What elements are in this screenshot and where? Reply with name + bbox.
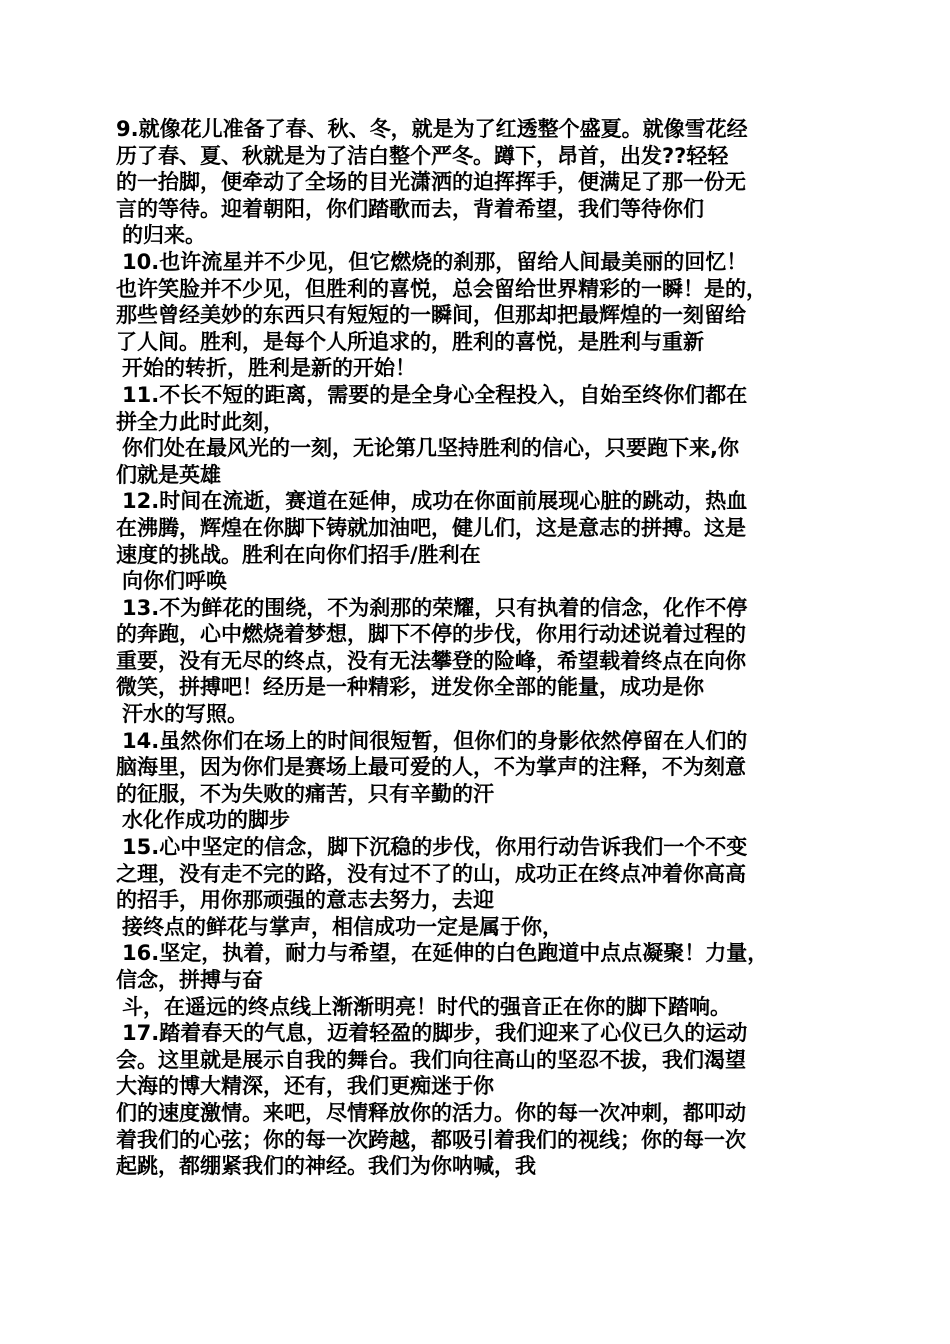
text-line: 微笑，拼搏吧！经历是一种精彩，迸发你全部的能量，成功是你 [116, 675, 704, 700]
text-line: 12.时间在流逝，赛道在延伸，成功在你面前展现心脏的跳动，热血 [122, 489, 748, 514]
text-line: 们的速度激情。来吧，尽情释放你的活力。你的每一次冲刺，都叩动 [116, 1100, 746, 1125]
text-line: 汗水的写照。 [122, 702, 248, 727]
text-line: 起跳，都绷紧我们的神经。我们为你呐喊，我 [116, 1154, 536, 1179]
text-line: 信念，拼搏与奋 [116, 968, 263, 992]
text-line: 的奔跑，心中燃烧着梦想，脚下不停的步伐，你用行动述说着过程的 [116, 622, 746, 647]
text-line: 的征服，不为失败的痛苦，只有辛勤的汗 [116, 781, 494, 806]
text-line: 大海的博大精深，还有，我们更痴迷于你 [116, 1074, 494, 1099]
text-line: 10.也许流星并不少见，但它燃烧的刹那，留给人间最美丽的回忆！ [122, 249, 748, 274]
text-line: 会。这里就是展示自我的舞台。我们向往高山的坚忍不拔，我们渴望 [116, 1047, 746, 1072]
text-line: 言的等待。迎着朝阳，你们踏歌而去，背着希望，我们等待你们 [116, 196, 704, 221]
text-line: 拼全力此时此刻， [116, 409, 284, 434]
text-line: 9.就像花儿准备了春、秋、冬，就是为了红透整个盛夏。就像雪花经 [116, 117, 748, 141]
text-line: 也许笑脸并不少见，但胜利的喜悦，总会留给世界精彩的一瞬！是的， [116, 276, 767, 301]
text-line: 16.坚定，执着，耐力与希望，在延伸的白色跑道中点点凝聚！力量， [122, 941, 769, 966]
text-line: 11.不长不短的距离，需要的是全身心全程投入，自始至终你们都在 [122, 382, 748, 407]
text-line: 了人间。胜利，是每个人所追求的，胜利的喜悦，是胜利与重新 [116, 329, 704, 354]
text-line: 们就是英雄 [116, 462, 221, 487]
text-line: 向你们呼唤 [122, 569, 227, 594]
text-line: 重要，没有无尽的终点，没有无法攀登的险峰，希望载着终点在向你 [116, 648, 746, 673]
text-line: 着我们的心弦；你的每一次跨越，都吸引着我们的视线；你的每一次 [116, 1127, 746, 1152]
text-line: 的一抬脚，便牵动了全场的目光潇洒的迫挥挥手，便满足了那一份无 [116, 170, 746, 195]
text-line: 斗，在遥远的终点线上渐渐明亮！时代的强音正在你的脚下踏响。 [122, 994, 731, 1019]
text-line: 水化作成功的脚步 [122, 808, 290, 833]
text-line: 开始的转折，胜利是新的开始！ [122, 356, 416, 381]
text-line: 的招手，用你那顽强的意志去努力，去迎 [116, 888, 494, 913]
text-line: 速度的挑战。胜利在向你们招手/胜利在 [116, 542, 481, 567]
text-line: 的归来。 [122, 223, 206, 248]
text-line: 接终点的鲜花与掌声，相信成功一定是属于你， [122, 914, 563, 939]
text-line: 历了春、夏、秋就是为了洁白整个严冬。蹲下，昂首，出发??轻轻 [116, 143, 729, 168]
text-line: 在沸腾，辉煌在你脚下铸就加油吧，健儿们，这是意志的拼搏。这是 [116, 515, 746, 540]
text-line: 15.心中坚定的信念，脚下沉稳的步伐，你用行动告诉我们一个不变 [122, 835, 748, 860]
document-page [116, 116, 846, 1180]
text-line: 13.不为鲜花的围绕，不为刹那的荣耀，只有执着的信念，化作不停 [122, 595, 748, 620]
text-line: 14.虽然你们在场上的时间很短暂，但你们的身影依然停留在人们的 [122, 728, 748, 753]
text-line: 你们处在最风光的一刻，无论第几坚持胜利的信心，只要跑下来,你 [122, 436, 739, 461]
text-line: 之理，没有走不完的路，没有过不了的山，成功正在终点冲着你高高 [116, 861, 746, 886]
text-line: 17.踏着春天的气息，迈着轻盈的脚步，我们迎来了心仪已久的运动 [122, 1021, 748, 1046]
text-line: 脑海里，因为你们是赛场上最可爱的人，不为掌声的注释，不为刻意 [116, 755, 746, 780]
text-line: 那些曾经美妙的东西只有短短的一瞬间，但那却把最辉煌的一刻留给 [116, 303, 746, 328]
